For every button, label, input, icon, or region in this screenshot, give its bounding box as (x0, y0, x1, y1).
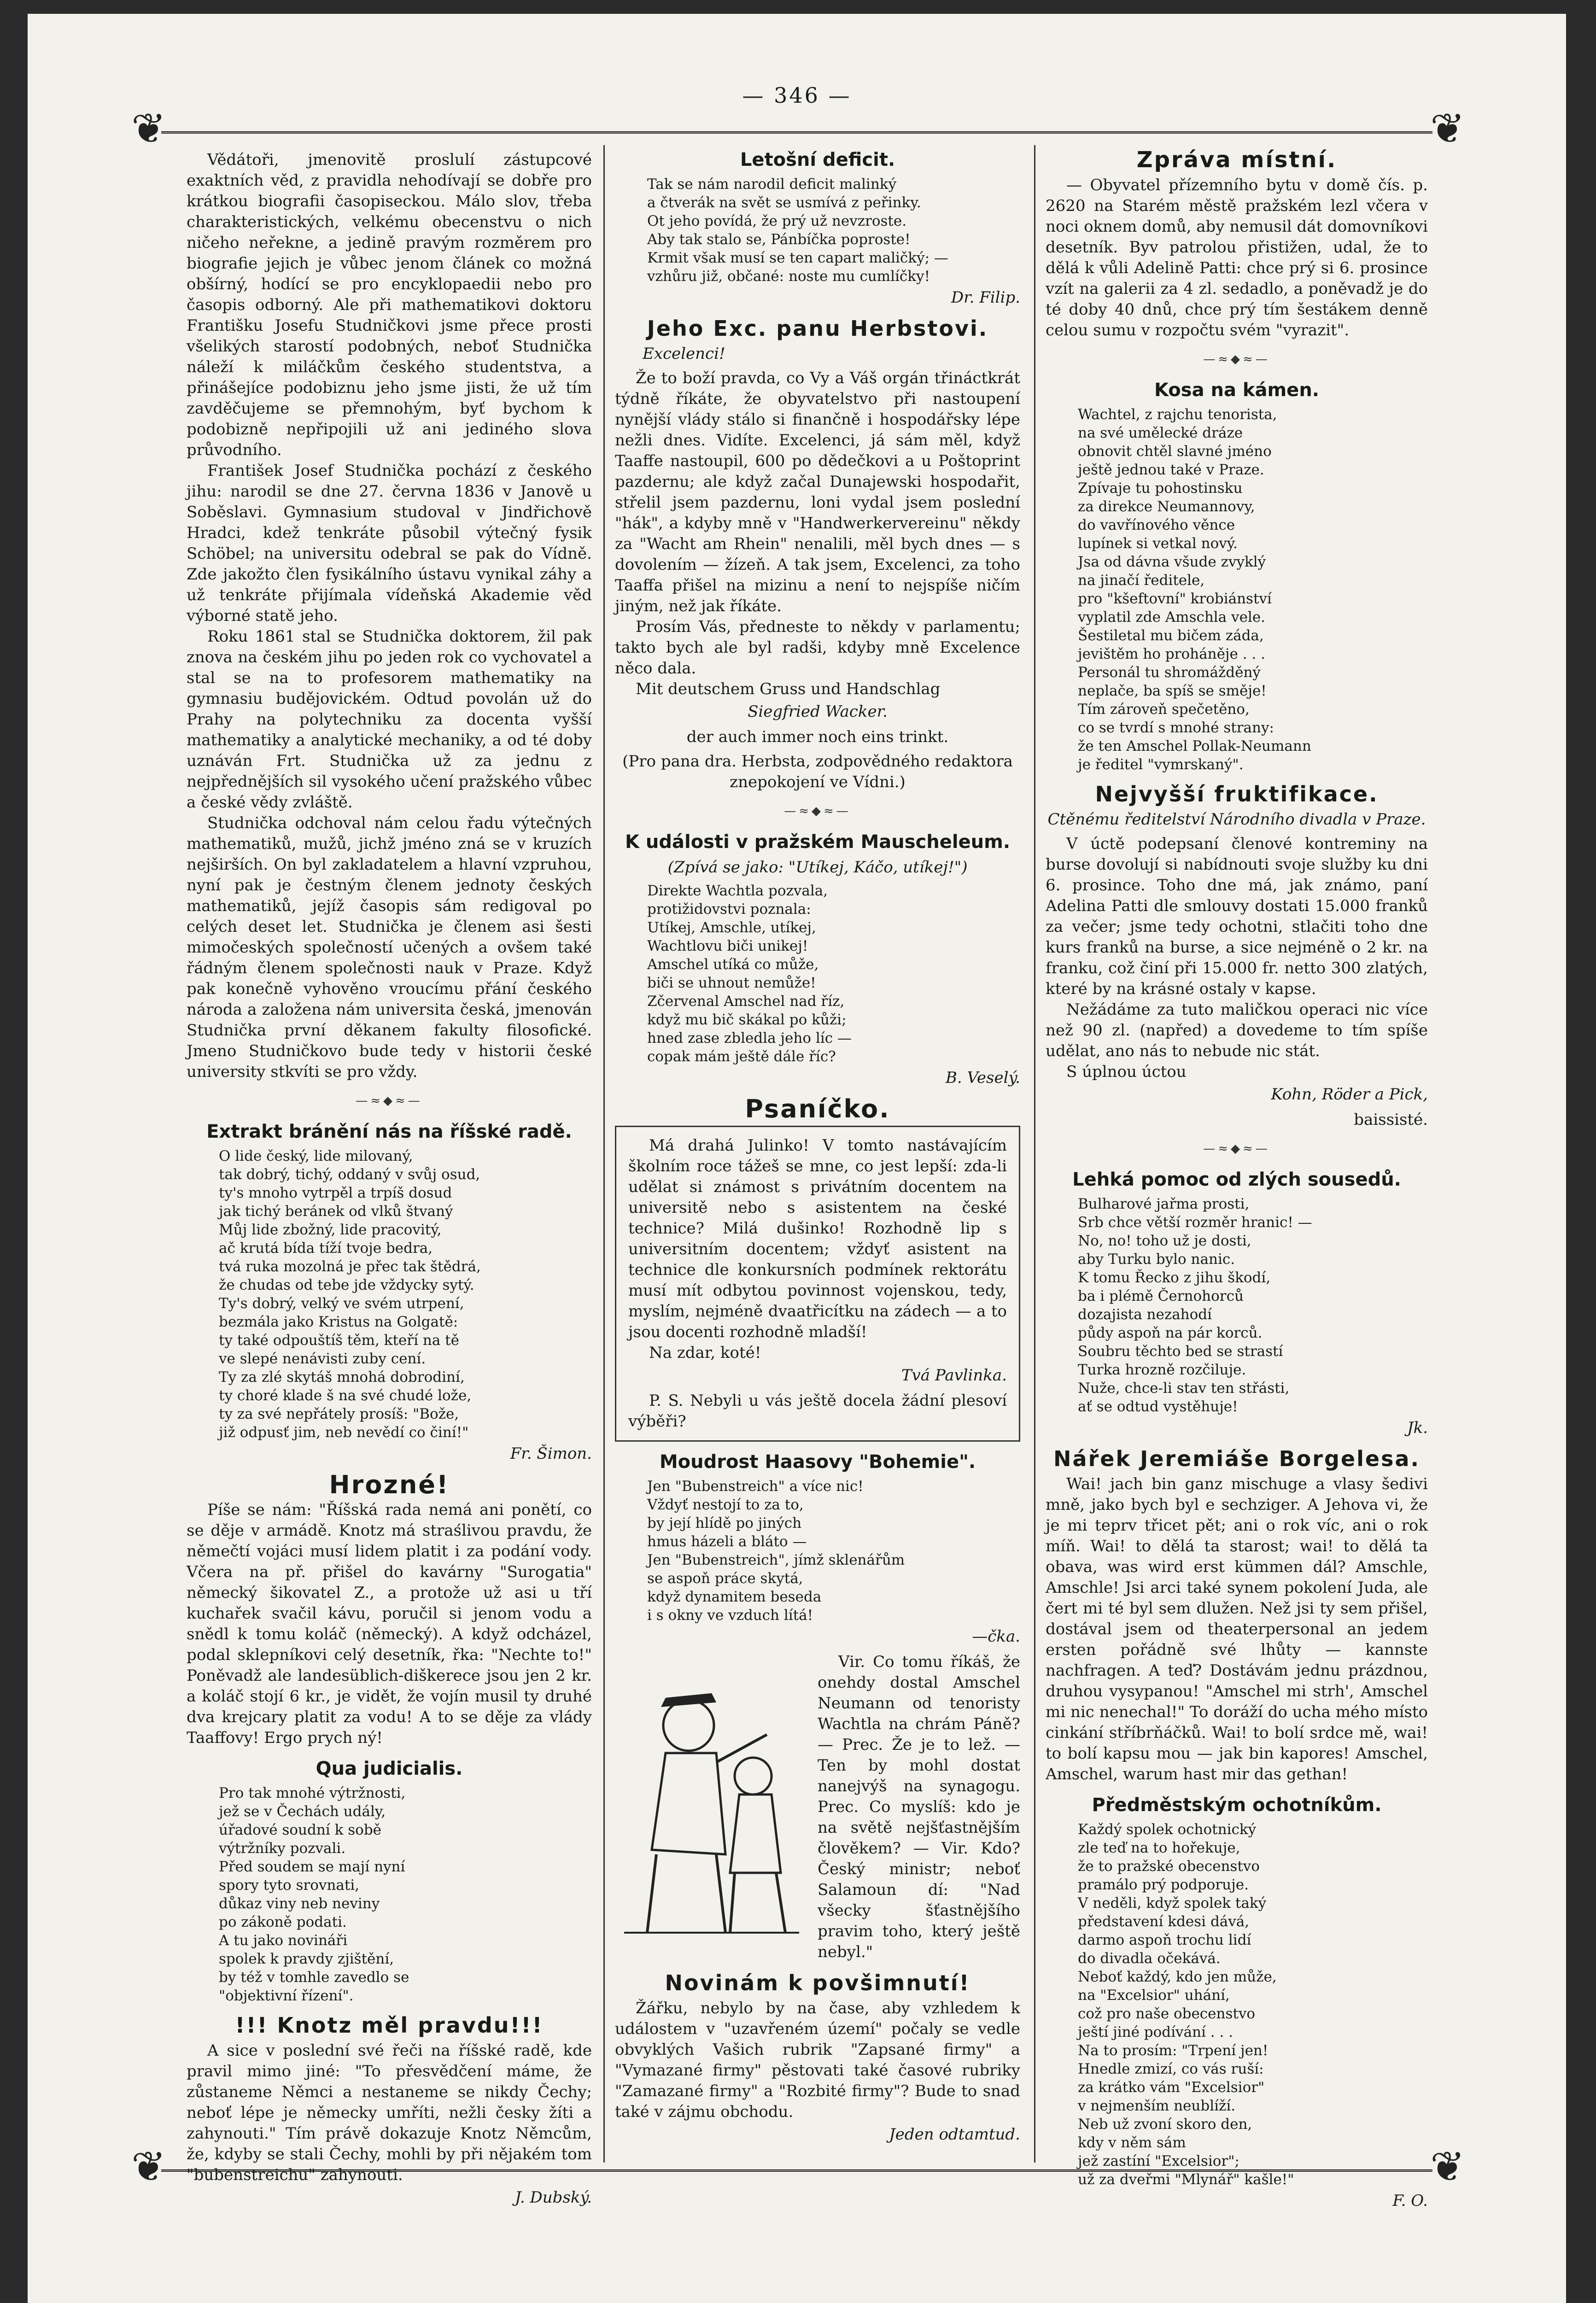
page-number: — 346 — (742, 83, 852, 108)
ocho-signature: F. O. (1392, 2192, 1428, 2210)
corner-ornament-icon: ❦ (1430, 105, 1465, 153)
maus-title: K události v pražském Mauscheleum. (625, 831, 1011, 853)
dialog-text: Vir. Co tomu říkáš, že onehdy dostal Amschel Neumann od tenoristy Wachtla na chrám Páně? — Prec. Že je to lež. — Ten by mohl dostat nanejvýš na synagogu. Prec. Co myslíš: kdo je na světě nejšťastnějším člověkem? — Vir. Kdo? Český ministr; neboť Salamoun dí: "Nad všecky šťastnějšího pravim toho, který ještě nebyl." (818, 1653, 1020, 1961)
lehka-poem: Bulharové jařma prosti, Srb chce větší rozměr hranic! — No, no! toho už je dosti, aby Turku bylo nanic. K tomu Řecko z jihu škodí, ba i plémě Černohorců dozajista nezahodí půdy aspoň na pár korců. Soubru těchto bed se strastí Turka hrozně rozčiluje. Nuže, chce-li stav ten střásti, ať se odtud vystěhuje! (1078, 1196, 1312, 1415)
herbst-salutation: Excelenci! (643, 345, 725, 363)
psan-signature: Tvá Pavlinka. (901, 1366, 1007, 1385)
fruk-signature: Kohn, Röder a Pick, (1271, 1085, 1428, 1104)
hrozne-title: Hrozné! (329, 1470, 450, 1499)
zprava-title: Zpráva místní. (1136, 147, 1337, 173)
narek-text: Wai! jach bin ganz mischuge a vlasy šedivi mně, jako bych byl e sechziger. A Jehova vi, že je mi teprv třicet pět; ani o rok víc, ani o rok míň. Wai! to dělá ta starost; wai! to dělá ta obava, was wird erst kümmen dál? Amschle, Amschle! Jsi arci také synem pokolení Juda, ale čert mi té byl sem dlužen. Než jsi ty sem přišel, dostával jsem od theaterpersonal an jedem ersten pořádně své lhůty — kannste nachfragen. A teď? Dostávám jednu prázdnou, druhou vysypanou! "Amschel mi strh', Amschel mi nic nenechal!" To doráží do ucha mého místo cinkání stříbrňáčků. Wai! to bolí srdce mě, wai! to bolí kapsu mou — jak bin kapores! Amschel, Amschel, warum hast mir das gethan! (1046, 1475, 1428, 1783)
corner-ornament-icon: ❦ (131, 105, 166, 153)
column-1 (187, 150, 592, 2213)
knotz-text: A sice v poslední své řeči na říšské radě, kde pravil mimo jiné: "To přesvědčení máme, že zůstaneme Němci a nestaneme se nikdy Čechy; neboť lépe je německy umříti, nežli česky žíti a zahynouti." Tím právě dokazuje Knotz Němcům, že, kdyby se stali Čechy, mohli by při nějakém tom "bubenstreichu" zahynouti. (187, 2041, 592, 2184)
corner-ornament-icon: ❦ (131, 2143, 166, 2191)
caricature-drawing (615, 1656, 808, 1942)
novin-signature: Jeden odtamtud. (889, 2125, 1020, 2144)
narek-title: Nářek Jeremiáše Borgelesa. (1053, 1446, 1420, 1471)
haas-title: Moudrost Haasovy "Bohemie". (659, 1451, 976, 1473)
studnicka-intro: Vědátoři, jmenovitě proslulí zástupcové exaktních věd, z pravidla nehodívají se dobře pro krátkou biografii časopiseckou. Málo slov, třeba charakteristických, velkému obecenstvu o nich ničeho neřekne, a jedině pravým rozměrem pro biografie jejich je vůbec jenom článek co možná obšírný, hodící se pro encyklopaedii nebo pro časopis odborný. Ale při mathematikovi doktoru Františku Josefu Studničkovi jsme přece prosti všelikých starostí podobných, neboť Studnička náleží k miláčkům českého studentstva, a přinášejíce podobiznu jeho jsme jisti, že už tím zavděčujeme se přemnohým, byť bychom k podobizně nepřipojili už ani jediného slova průvodního. (187, 151, 592, 459)
divider: —≈◆≈— (356, 1094, 423, 1108)
psan-postscript: P. S. Nebyli u vás ještě docela žádní plesoví výběři? (628, 1391, 1007, 1431)
lehka-signature: Jk. (1407, 1419, 1428, 1437)
hrozne-text: Píše se nám: "Říšská rada nemá ani ponětí, co se děje v armádě. Knotz má straślivou pravdu, že němečtí vojáci musí lidem platit i za podání vody. Včera na př. přišel do kavárny "Surogatia" německý šikovatel Z., a protože už asi u tří kuchařek svačil kávu, poručil si jenom vodu a snědl k tomu koláč (německý). A když odcházel, podal sklepníkovi celý desetník, řka: "Nechte to!" Poněvadž ale landesüblich-diškerece jsou jen 2 kr. a koláč stojí 6 kr., je vidět, že vojín musil ty druhé dva krejcary platit za vodu! A to se děje za vlády Taaffovy! Ergo prych ný! (187, 1501, 592, 1747)
maus-poem: Direkte Wachtla pozvala, protižidovstvi poznala: Utíkej, Amschle, utíkej, Wachtlovu biči unikej! Amschel utíká co může, biči se uhnout nemůže! Zčervenal Amschel nad říz, když mu bič skákal po kůži; hned zase zbledla jeho líc — copak mám ještě dále říc? (647, 883, 852, 1065)
lehka-title: Lehká pomoc od zlých sousedů. (1072, 1169, 1401, 1190)
column-3 (1046, 147, 1428, 2216)
herbst-text: Mit deutschem Gruss und Handschlag (636, 680, 941, 698)
novin-title: Novinám k povšimnutí! (665, 1970, 970, 1995)
zprava-text: — Obyvatel přízemního bytu v domě čís. p. 2620 na Starém městě pražském lezl včera v noci oknem domů, aby nemusil dát domovníkovi desetník. Byv patrolou přistižen, udal, že to dělá k vůli Adelině Patti: chce prý si 6. prosince vzít na galerii za 4 zl. sedadlo, a poněvadž je do té doby 40 dnů, chce prý tím šestákem denně celou sumu v rozpočtu svém "vyrazit". (1046, 176, 1428, 339)
divider: —≈◆≈— (1203, 352, 1270, 366)
qua-title: Qua judicialis. (316, 1758, 463, 1779)
letter-box (615, 1126, 1020, 1442)
haas-signature: —čka. (972, 1627, 1020, 1646)
ocho-title: Předměstským ochotníkům. (1092, 1794, 1382, 1816)
deficit-poem: Tak se nám narodil deficit malinký a čtverák na svět se usmívá z peřinky. Ot jeho povídá, že prý už nevzroste. Aby tak stalo se, Pánbíčka poproste! Krmit však musí se ten capart maličký; — vzhůru již, občané: noste mu cumlíčky! (647, 176, 948, 285)
kosa-title: Kosa na kámen. (1154, 380, 1319, 401)
studnicka-paragraph: František Josef Studnička pochází z českého jihu: narodil se dne 27. června 1836 v Janově u Soběslavi. Gymnasium studoval v Jindřichově Hradci, kdež tenkráte působil výtečný fysik Schöbel; na universitu odebral se pak do Vídně. Zde jakožto člen fysikálního ústavu vynikal záhy a už tenkráte přijímala vídeňská Akademie věd výborné statě jeho. (187, 462, 592, 625)
column-2 (615, 150, 1020, 2150)
novin-text: Žářku, nebylo by na čase, aby vzhledem k událostem v "uzavřeném území" počaly se vedle obvyklých Vašich rubrik "Zapsané firmy" a "Vymazané firmy" pěstovati také časové rubriky "Zamazané firmy" a "Rozbité firmy"? Bude to snad také v zájmu obchodu. (615, 1999, 1020, 2121)
maus-subtitle: (Zpívá se jako: "Utíkej, Káčo, utíkej!") (667, 858, 968, 877)
column-rule (603, 145, 605, 2163)
herbst-text: Že to boží pravda, co Vy a Váš orgán třináctkrát týdně říkáte, že obyvatelstvo při nastoupení nynější vlády stálo si finančně i hospodářsky lépe nežli dnes. Vidíte. Excelenci, já sám měl, když Taaffe nastoupil, 600 po dědečkovi a u Poštoprint pazdernu; ale když začal Dunajewski hospodařit, střelil jsem pazdernu, loni vydal jsem poslední "hák", a kdyby mně v "Handwerkervereinu" někdy za "Wacht am Rhein" nenalili, měl bych dnes — s dovolením — žízeň. A tak jsem, Excelenci, za toho Taaffa přišel na mizinu a není to nejspíše ničím jiným, než jak říkáte. (615, 369, 1020, 615)
corner-ornament-icon: ❦ (1430, 2143, 1465, 2191)
top-border (161, 131, 1432, 134)
psan-text: Má drahá Julinko! V tomto nastávajícím školním roce tážeš se mne, co jest lepší: zda-li udělat si známost s privátním docentem na universitě nebo s asistentem na české technice? Milá dušinko! Rozhodně lip s universitním docentem; vždyť asistent na technice dle konkursních podmínek rektorátu musí mít odbytou povinnost vojenskou, tedy, myslím, nejméně dvaatřicítku na zádech — a to jsou docenti rozhodně mladší! (628, 1136, 1007, 1341)
fruk-title: Nejvyšší fruktifikace. (1095, 782, 1379, 807)
herbst-signature-note: der auch immer noch eins trinkt. (686, 728, 949, 746)
knotz-signature: J. Dubský. (514, 2188, 592, 2207)
caricature-illustration (615, 1656, 808, 1942)
herbst-text: Prosím Vás, předneste to někdy v parlamentu; takto bych ale byl radši, kdyby mně Excelence něco dala. (615, 618, 1020, 678)
divider: —≈◆≈— (1203, 1142, 1270, 1156)
studnicka-paragraph: Roku 1861 stal se Studnička doktorem, žil pak znova na českém jihu po jeden rok co vychovatel a stal se na to profesorem mathematiky na gymnasiu budějovickém. Odtud povolán už do Prahy na polytechniku za docenta vyšší mathematiky a analytické mechaniky, a od té doby uznáván Frt. Studnička už za jednu z nejpřednějších sil vysokého učení pražského vůbec a české vědy zvláště. (187, 627, 592, 812)
extrakt-title: Extrakt bránění nás na říšské radě. (206, 1121, 572, 1142)
fruk-text: S úplnou úctou (1066, 1063, 1187, 1081)
divider: —≈◆≈— (784, 804, 851, 818)
extrakt-signature: Fr. Šimon. (510, 1444, 592, 1463)
knotz-title: !!! Knotz měl pravdu!!! (235, 2013, 544, 2038)
haas-poem: Jen "Bubenstreich" a více nic! Vždyť nestojí to za to, by její hlídě po jiných hmus házeli a bláto — Jen "Bubenstreich", jímž sklenářům se aspoň práce skytá, když dynamitem beseda i s okny ve vzduch lítá! (647, 1478, 905, 1624)
fruk-text: V úctě podepsaní členové kontreminy na burse dovolují si nabídnouti svoje služby ku dni 6. prosince. Toho dne má, jak známo, paní Adelina Patti dle smlouvy dostati 15.000 franků za večer; jsme tedy ochotni, stlačiti toho dne kurs franků na burse, a sice nejméně o 2 kr. na franku, což činí při 15.000 fr. netto 300 zlatých, které by na krásné ostaly v kapse. (1046, 835, 1428, 998)
kosa-poem: Wachtel, z rajchu tenorista, na své umělecké dráze obnovit chtěl slavné jméno ještě jednou také v Praze. Zpívaje tu pohostinsku za direkce Neumannovy, do vavřínového věnce lupínek si vetkal nový. Jsa od dávna všude zvyklý na jinačí ředitele, pro "kšeftovní" krobiánství vyplatil zde Amschla vele. Šestiletal mu bičem záda, jevištěm ho proháněje . . . Personál tu shromážděný neplače, ba spíš se směje! Tím zároveň spečetěno, co se tvrdí s mnohé strany: že ten Amschel Pollak-Neumann je ředitel "vymrskaný". (1078, 406, 1311, 773)
psan-greeting: Na zdar, koté! (649, 1344, 761, 1362)
fruk-signature-note: baissisté. (1354, 1111, 1428, 1129)
psan-title: Psaníčko. (745, 1094, 890, 1123)
herbst-editor-note: (Pro pana dra. Herbsta, zodpovědného redaktora znepokojení ve Vídni.) (622, 752, 1013, 791)
ocho-poem: Každý spolek ochotnický zle teď na to hořekuje, že to pražské obecenstvo pramálo prý podporuje. V neděli, když spolek taký představení kdesi dává, darmo aspoň trochu lidí do divadla očekává. Neboť každý, kdo jen může, na "Excelsior" uhání, což pro naše obecenstvo ještí jiné podívání . . . Na to prosím: "Trpení jen! Hnedle zmizí, co vás ruší: za krátko vám "Excelsior" v nejmenším neublíží. Neb už zvoní skoro den, kdy v něm sám jež zastíní "Excelsior"; už za dveřmi "Mlynář" kašle!" (1078, 1821, 1294, 2188)
deficit-title: Letošní deficit. (740, 149, 895, 170)
maus-signature: B. Veselý. (945, 1069, 1020, 1087)
fruk-text: Nežádáme za tuto maličkou operaci nic více než 90 zl. (napřed) a dovedeme to tím spíše udělat, ano nás to nebude nic stát. (1046, 1000, 1428, 1060)
herbst-title: Jeho Exc. panu Herbstovi. (647, 316, 988, 341)
fruk-subtitle: Ctěnému ředitelství Národního divadla v Praze. (1047, 810, 1426, 829)
studnicka-paragraph: Studnička odchoval nám celou řadu výtečných mathematiků, mužů, jichž jméno zná se v kruzích nejširších. On byl zakladatelem a hlavní vzpruhou, nyní pak je čestným členem jednoty českých mathematiků, jejíž časopis sám redigoval po celých deset let. Studnička je členem asi šesti mimočeských společností učených a ovšem také řádným členem společnosti nauk v Praze. Když pak konečně vyhověno vroucímu přání českého národa a založena nám universita česká, jmenován Studnička první děkanem fakulty filosofické. Jmeno Studničkovo bude tedy v historii české university stkvíti se pro vždy. (187, 814, 592, 1081)
column-rule (1034, 145, 1035, 2163)
newspaper-page (28, 14, 1566, 2303)
extrakt-poem: O lide český, lide milovaný, tak dobrý, tichý, oddaný v svůj osud, ty's mnoho vytrpěl a trpíš dosud jak tichý beránek od vlků štvaný Můj lide zbožný, lide pracovitý, ač krutá bída tíží tvoje bedra, tvá ruka mozolná je přec tak štědrá, že chudas od tebe jde vždycky sytý. Ty's dobrý, velký ve svém utrpení, bezmála jako Kristus na Golgatě: ty také odpouštíš těm, kteří na tě ve slepé nenávisti zuby cení. Ty za zlé skytáš mnohá dobrodiní, ty choré klade š na své chudé lože, ty za své nepřátely prosíš: "Bože, již odpusť jim, neb nevědí co činí!" (219, 1148, 481, 1441)
qua-poem: Pro tak mnohé výtržnosti, jež se v Čechách udály, úřadové soudní k sobě výtržníky pozvali. Před soudem se mají nyní spory tyto srovnati, důkaz viny neb neviny po zákoně podati. A tu jako novináři spolek k pravdy zjištění, by též v tomhle zavedlo se "objektivní řízení". (219, 1785, 409, 2004)
deficit-signature: Dr. Filip. (951, 288, 1020, 307)
herbst-signature: Siegfried Wacker. (748, 702, 888, 721)
